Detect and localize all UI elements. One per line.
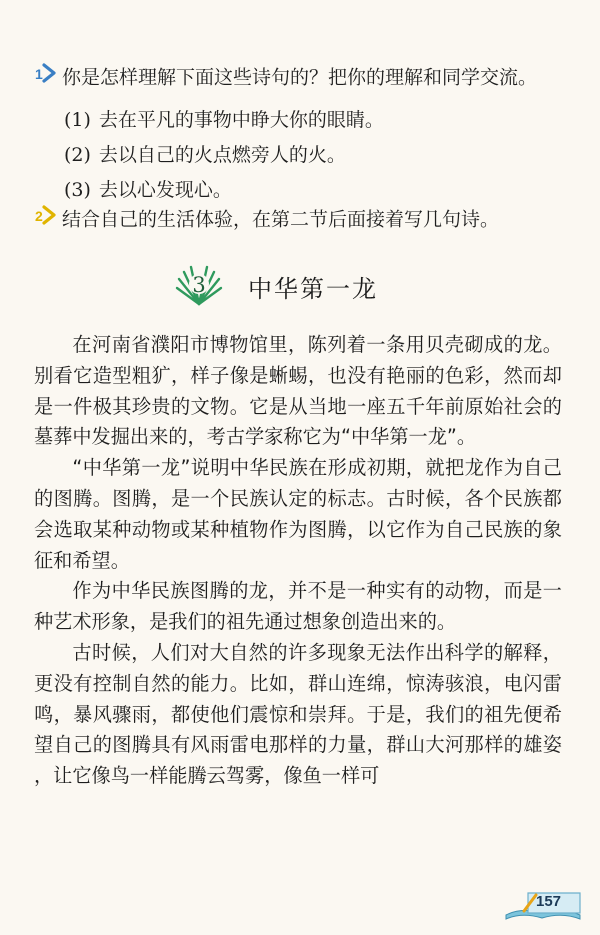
paragraph-2: “中华第一龙”说明中华民族在形成初期，就把龙作为自己的图腾。图腾，是一个民族认定的标志。古时候，各个民族都会选取某种动物或某种植物作为图腾，以它作为自己民族的象征和希望。: [34, 456, 562, 572]
question-1-text: 你是怎样理解下面这些诗句的？把你的理解和同学交流。: [62, 66, 538, 89]
sub-item-number: (3): [64, 179, 91, 201]
lesson-fan-emblem-icon: [174, 264, 224, 308]
sub-item-text: 去在平凡的事物中睁大你的眼睛。: [98, 109, 384, 131]
sub-item-text: 去以自己的火点燃旁人的火。: [98, 144, 346, 166]
svg-text:1: 1: [35, 66, 43, 82]
sub-item-text: 去以心发现心。: [98, 179, 232, 201]
page-number: 157: [536, 893, 562, 910]
svg-text:3: 3: [192, 273, 206, 297]
lesson-title: 中华第一龙: [248, 274, 378, 303]
svg-text:2: 2: [35, 208, 43, 224]
question-2-marker-icon: [34, 204, 58, 232]
question-1: [34, 64, 537, 92]
question-1-marker-icon: [34, 62, 58, 90]
sub-item-3: [64, 178, 232, 202]
question-2-text: 结合自己的生活体验，在第二节后面接着写几句诗。: [62, 208, 500, 231]
paragraph-1: 在河南省濮阳市博物馆里，陈列着一条用贝壳砌成的龙。别看它造型粗犷，样子像是蜥蜴，也没有艳丽的色彩，然而却是一件极其珍贵的文物。它是从当地一座五千年前原始社会的墓葬中发掘出来的，考古学家称它为“中华第一龙”。: [34, 333, 562, 449]
sub-item-number: (1): [64, 109, 91, 131]
sub-item-1: [64, 108, 384, 132]
paragraph-3: 作为中华民族图腾的龙，并不是一种实有的动物，而是一种艺术形象，是我们的祖先通过想象创造出来的。: [34, 579, 562, 634]
question-2: [34, 206, 499, 234]
paragraph-4: 古时候，人们对大自然的许多现象无法作出科学的解释，更没有控制自然的能力。比如，群山连绵，惊涛骇浪，电闪雷鸣，暴风骤雨，都使他们震惊和崇拜。于是，我们的祖先便希望自己的图腾具有风雨雷电那样的力量，群山大河那样的雄姿，让它像鸟一样能腾云驾雾，像鱼一样可: [34, 640, 562, 788]
page-number-badge: [500, 885, 586, 925]
lesson-heading: [174, 264, 378, 308]
lesson-body: [34, 330, 562, 792]
sub-item-2: [64, 143, 346, 167]
sub-item-number: (2): [64, 144, 91, 166]
